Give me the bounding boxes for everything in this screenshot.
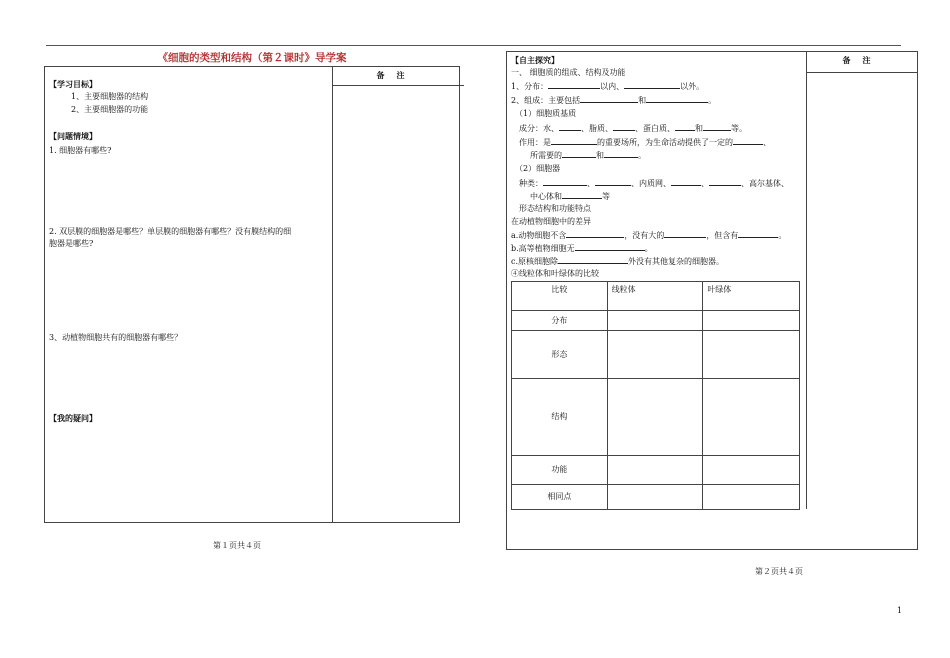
difference-b: b.高等植物细胞无 。 xyxy=(511,244,653,253)
table-cell[interactable] xyxy=(703,485,800,510)
table-row xyxy=(512,456,800,485)
table-header-chloroplast: 叶绿体 xyxy=(703,282,800,311)
left-note-divider xyxy=(332,66,333,523)
difference-c: c.原核细胞除 外没有其他复杂的细胞器。 xyxy=(511,257,725,266)
page-number-left: 第１页共４页 xyxy=(213,541,261,550)
table-cell[interactable] xyxy=(607,456,703,485)
page-title: 《细胞的类型和结构（第２课时》导学案 xyxy=(157,52,347,64)
question-1: 1. 细胞器有哪些? xyxy=(49,146,112,155)
matrix-function-line: 作用：是 的重要场所，为生命活动提供了一定的 、 xyxy=(519,138,771,147)
matrix-components-line: 成分：水、 、脂质、 、蛋白质、 和 等。 xyxy=(519,124,747,133)
table-row-label: 相同点 xyxy=(512,485,608,510)
question-3: 3、动植物细胞共有的细胞器有哪些？ xyxy=(49,333,183,342)
table-cell[interactable] xyxy=(703,311,800,331)
distribution-line: 1、分布： 以内、 以外。 xyxy=(511,82,705,91)
table-cell[interactable] xyxy=(703,456,800,485)
table-row-label: 功能 xyxy=(512,456,608,485)
table-cell[interactable] xyxy=(607,485,703,510)
table-cell[interactable] xyxy=(703,331,800,379)
table-row-label: 分布 xyxy=(512,311,608,331)
difference-a: a.动物细胞不含 ，没有大的 ，但含有 。 xyxy=(511,231,787,240)
matrix-function-line-2: 所需要的 和 。 xyxy=(530,151,646,160)
table-row-label: 结构 xyxy=(512,379,608,456)
question-2-line-1: 2. 双层膜的细胞器是哪些？单层膜的细胞器有哪些？没有膜结构的细 xyxy=(49,227,292,236)
table-row xyxy=(512,485,800,510)
question-2-line-2: 胞器是哪些? xyxy=(49,239,94,248)
matrix-title: （1）细胞质基质 xyxy=(515,109,577,118)
right-note-header: 备注 xyxy=(842,55,883,65)
table-row xyxy=(512,379,800,456)
explore-heading: 【自主探究】 xyxy=(511,55,559,65)
kinds-line: 种类： 、 、内质网、 、 、高尔基体、 xyxy=(519,179,789,188)
left-page-box xyxy=(44,66,460,523)
table-cell[interactable] xyxy=(607,379,703,456)
objective-item-2: 2、主要细胞器的功能 xyxy=(71,105,149,114)
objective-item-1: 1、主要细胞器的结构 xyxy=(71,92,149,101)
table-cell[interactable] xyxy=(607,331,703,379)
kinds-line-2: 中心体和 等 xyxy=(530,192,610,201)
doubts-heading: 【我的疑问】 xyxy=(49,413,97,423)
page-number-right: 第２页共４页 xyxy=(755,567,803,576)
objectives-heading: 【学习目标】 xyxy=(49,79,97,89)
comparison-table xyxy=(511,281,800,510)
corner-page-number: 1 xyxy=(897,606,903,615)
table-cell[interactable] xyxy=(703,379,800,456)
situation-heading: 【问题情境】 xyxy=(49,131,97,141)
comparison-title: ④线粒体和叶绿体的比较 xyxy=(511,269,599,278)
table-row xyxy=(512,311,800,331)
table-header-row xyxy=(512,282,800,311)
composition-line: 2、组成：主要包括 和 。 xyxy=(511,96,717,105)
difference-title: 在动植物细胞中的差异 xyxy=(511,217,591,226)
table-header-compare: 比较 xyxy=(512,282,608,311)
table-cell[interactable] xyxy=(607,311,703,331)
table-row-label: 形态 xyxy=(512,331,608,379)
right-note-divider xyxy=(806,51,807,509)
section-1-title: 一、 细胞质的组成、结构及功能 xyxy=(511,68,626,77)
organelle-title: （2）细胞器 xyxy=(515,164,561,173)
morphology-line: 形态结构和功能特点 xyxy=(519,204,591,213)
table-header-mitochondria: 线粒体 xyxy=(607,282,703,311)
top-rule xyxy=(46,45,901,46)
right-note-line xyxy=(806,72,918,73)
left-note-line xyxy=(332,85,464,86)
table-row xyxy=(512,331,800,379)
left-note-header: 备注 xyxy=(376,70,417,80)
